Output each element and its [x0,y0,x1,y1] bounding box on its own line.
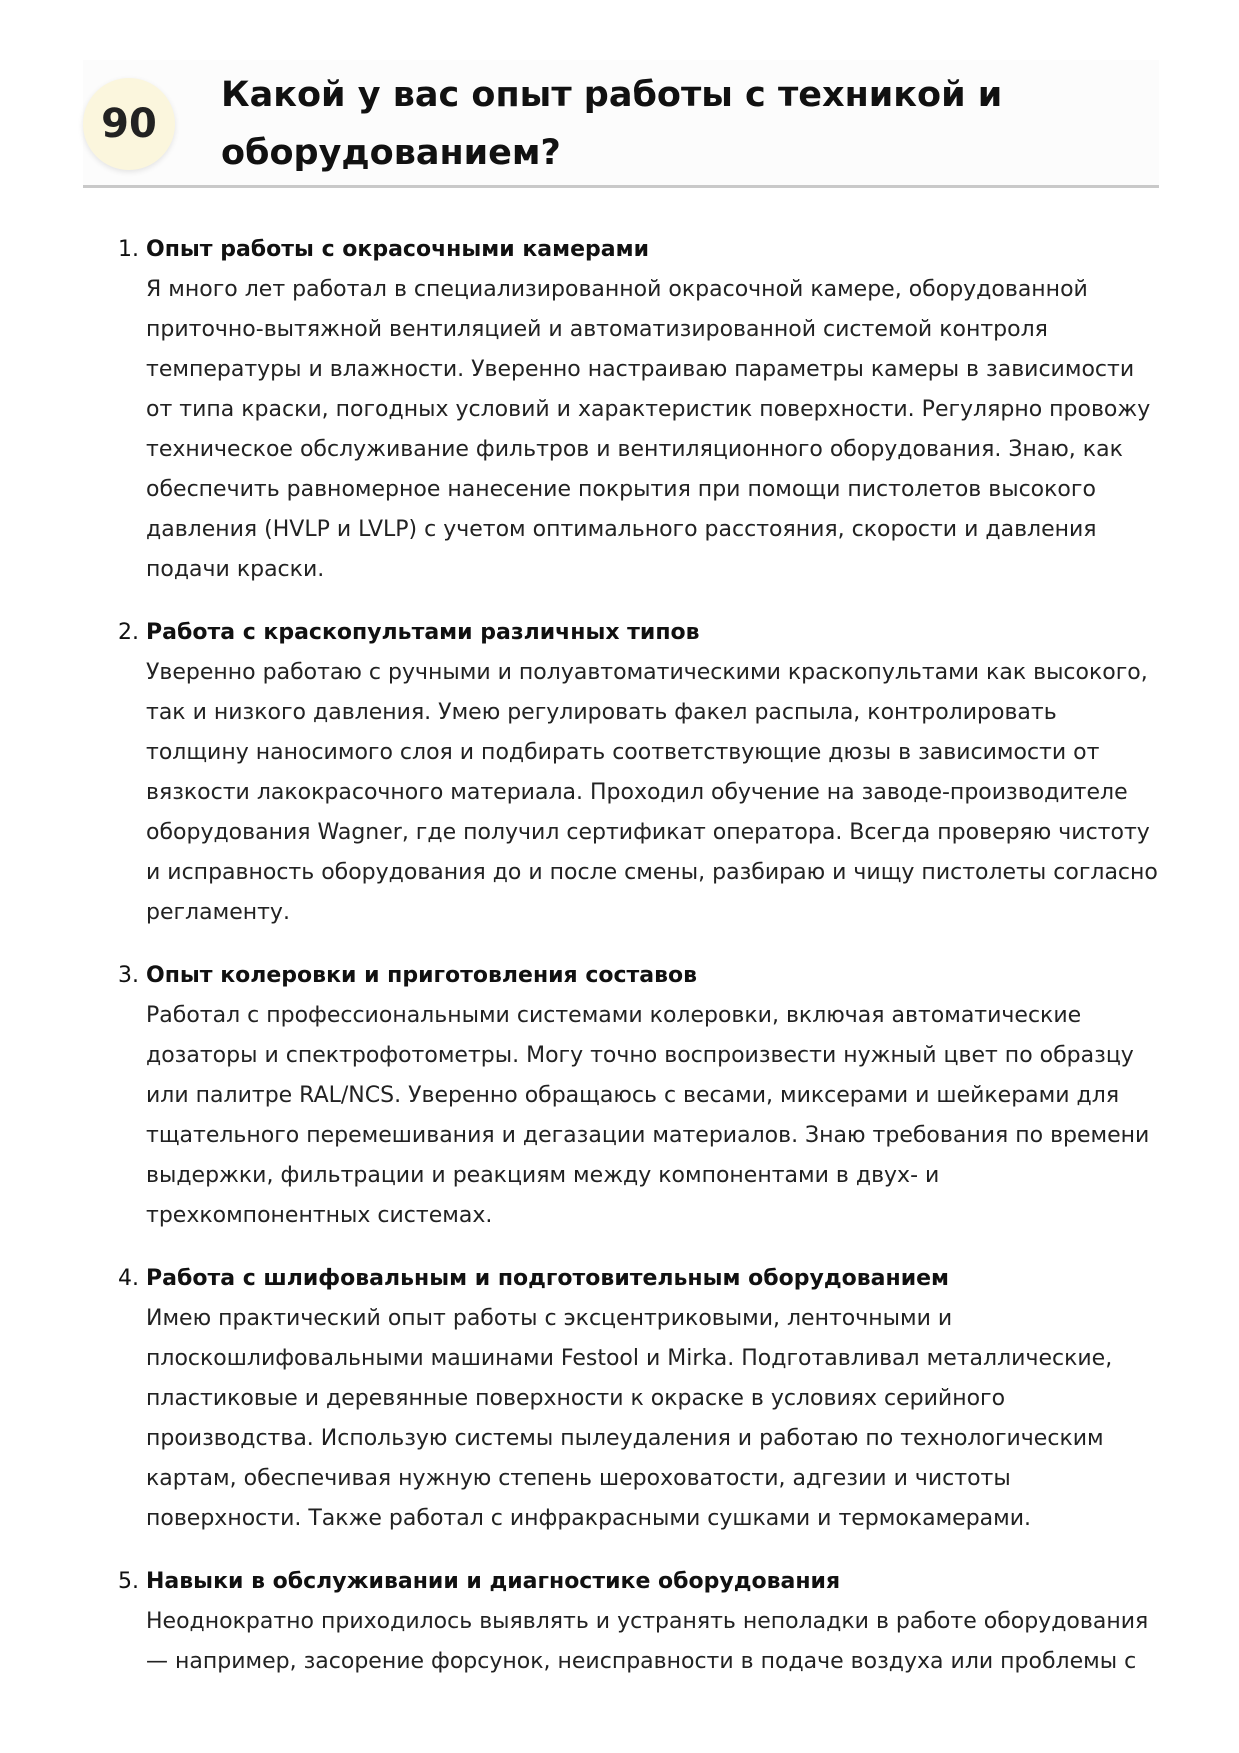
answer-text: Работал с профессиональными системами колеровки, включая автоматические дозаторы и спектрофотометры. Могу точно воспроизвести нужный цвет по образцу или палитре RAL/NCS. Уверенно обращаюсь с весами, миксерами и шейкерами для тщательного перемешивания и дегазации материалов. Знаю требования по времени выдержки, фильтрации и реакциям между компонентами в двух- и трехкомпонентных системах. [146,1003,1150,1228]
answer-number: 2. [118,620,139,645]
question-header [83,60,1159,188]
answer-text: Уверенно работаю с ручными и полуавтоматическими краскопультами как высокого, так и низкого давления. Умею регулировать факел распыла, контролировать толщину наносимого слоя и подбирать соответствующие дюзы в зависимости от вязкости лакокрасочного материала. Проходил обучение на заводе-производителе оборудования Wagner, где получил сертификат оператора. Всегда проверяю чистоту и исправность оборудования до и после смены, разбираю и чищу пистолеты согласно регламенту. [146,660,1158,925]
answer-title: Работа с шлифовальным и подготовительным оборудованием [146,1266,950,1291]
answer-text: Имею практический опыт работы с эксцентриковыми, ленточными и плоскошлифовальными машинами Festool и Mirka. Подготавливал металлические, пластиковые и деревянные поверхности к окраске в условиях серийного производства. Использую системы пылеудаления и работаю по технологическим картам, обеспечивая нужную степень шероховатости, адгезии и чистоты поверхности. Также работал с инфракрасными сушками и термокамерами. [146,1306,1113,1531]
answer-item [110,1562,1160,1682]
answer-text: Неоднократно приходилось выявлять и устранять неполадки в работе оборудования — например, засорение форсунок, неисправности в подаче воздуха или проблемы с [146,1609,1149,1674]
answer-item [110,613,1160,933]
answer-item [110,230,1160,590]
answer-item [110,1259,1160,1539]
answer-number: 4. [118,1266,139,1291]
answer-text: Я много лет работал в специализированной окрасочной камере, оборудованной приточно-вытяжной вентиляцией и автоматизированной системой контроля температуры и влажности. Уверенно настраиваю параметры камеры в зависимости от типа краски, погодных условий и характеристик поверхности. Регулярно провожу техническое обслуживание фильтров и вентиляционного оборудования. Знаю, как обеспечить равномерное нанесение покрытия при помощи пистолетов высокого давления (HVLP и LVLP) с учетом оптимального расстояния, скорости и давления подачи краски. [146,277,1151,582]
answer-title: Опыт колеровки и приготовления составов [146,963,698,988]
question-number-badge: 90 [83,78,175,170]
answer-list [110,230,1160,1705]
answer-title: Работа с краскопультами различных типов [146,620,700,645]
question-title: Какой у вас опыт работы с техникой и оборудованием? [221,75,1003,173]
answer-number: 5. [118,1569,139,1594]
answer-item [110,956,1160,1236]
answer-number: 3. [118,963,139,988]
answer-number: 1. [118,237,139,262]
answer-title: Опыт работы с окрасочными камерами [146,237,650,262]
answer-title: Навыки в обслуживании и диагностике оборудования [146,1569,841,1594]
